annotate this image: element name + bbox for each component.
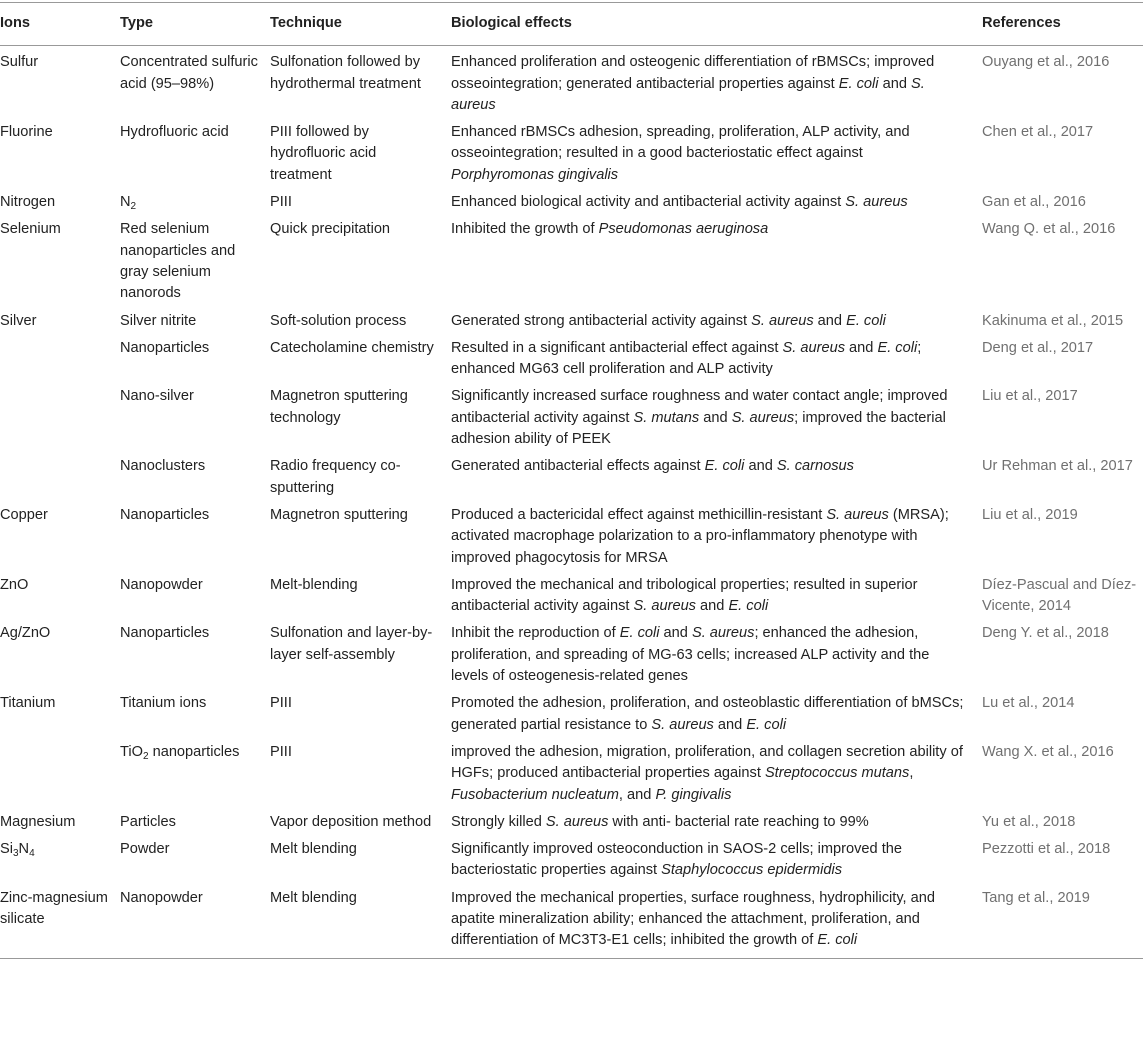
subscript: 4 (29, 848, 35, 860)
text-run: Generated antibacterial effects against (451, 458, 705, 475)
cell-ion: Zinc-magnesium silicate (0, 885, 116, 958)
cell-reference: Pezzotti et al., 2018 (982, 841, 1111, 858)
cell-biological-effect (447, 453, 978, 502)
cell-ion (0, 739, 116, 809)
cell-type: Nanopowder (116, 885, 266, 958)
text-run: , and (618, 786, 656, 803)
cell-technique: Quick precipitation (270, 221, 391, 238)
cell-reference: Kakinuma et al., 2015 (982, 312, 1124, 329)
cell-technique: Catecholamine chemistry (270, 339, 434, 356)
species-name: E. coli (877, 339, 918, 356)
table-row (0, 453, 1143, 502)
cell-ion: Copper (0, 506, 48, 523)
cell-type: Silver nitrite (120, 312, 197, 329)
cell-biological-effect (447, 335, 978, 384)
text-run: Significantly improved osteoconduction in SAOS-2 cells; improved the bacteriostatic properties against (451, 841, 903, 879)
cell-biological-effect (447, 216, 978, 307)
species-name: Staphylococcus epidermidis (661, 862, 842, 879)
text-run: TiO (120, 743, 143, 760)
text-run: ; enhanced MG63 cell proliferation and ALP activity (451, 339, 922, 378)
text-run: Resulted in a significant antibacterial effect against (451, 339, 783, 356)
cell-biological-effect (447, 119, 978, 189)
text-run: Enhanced biological activity and antibacterial activity against (451, 194, 846, 211)
species-name: S. aureus (845, 194, 908, 211)
text-run: N (18, 841, 30, 858)
subscript: 2 (142, 750, 149, 762)
text-run: Generated strong antibacterial activity against (451, 312, 752, 329)
species-name: S. aureus (731, 409, 795, 426)
cell-ion (0, 383, 116, 453)
cell-technique: Magnetron sputtering technology (270, 388, 408, 426)
species-name: E. coli (728, 598, 769, 615)
species-name: S. aureus (691, 625, 755, 642)
cell-technique: Magnetron sputtering (270, 506, 408, 523)
text-run: and (744, 458, 777, 475)
cell-ion (0, 335, 116, 384)
text-run: Strongly killed (451, 813, 546, 830)
species-name: E. coli (817, 932, 858, 949)
text-run: , (909, 765, 914, 782)
cell-ion (0, 836, 116, 885)
text-run: and (695, 598, 729, 615)
cell-type: Nanoparticles (120, 625, 210, 642)
cell-reference: Yu et al., 2018 (982, 813, 1076, 830)
species-name: S. aureus (633, 598, 696, 615)
text-run: Promoted the adhesion, proliferation, and osteoblastic differentiation of bMSCs; generated partial resistance to (451, 695, 964, 733)
cell-ion: Nitrogen (0, 194, 56, 211)
text-run: and (813, 312, 847, 329)
table-row (0, 836, 1143, 885)
cell-reference: Chen et al., 2017 (982, 124, 1094, 141)
text-run: and (845, 339, 878, 356)
text-run: with anti- bacterial rate reaching to 99% (608, 813, 869, 830)
header-biological-effects: Biological effects (447, 3, 978, 46)
text-run: Enhanced proliferation and osteogenic differentiation of rBMSCs; improved osseointegration; generated antibacterial properties against (451, 54, 935, 92)
cell-ion: Titanium (0, 695, 56, 712)
cell-biological-effect (447, 885, 978, 958)
table-row (0, 216, 1143, 307)
cell-reference: Lu et al., 2014 (982, 695, 1075, 712)
table-row (0, 885, 1143, 958)
species-name: Streptococcus mutans (764, 765, 910, 782)
table-body (0, 46, 1143, 958)
cell-ion: Magnesium (0, 813, 76, 830)
cell-ion: Silver (0, 312, 37, 329)
text-run: Produced a bactericidal effect against methicillin-resistant (451, 506, 827, 523)
text-run: and (699, 409, 732, 426)
cell-type: Nanopowder (120, 576, 203, 593)
text-run: ; improved the bacterial adhesion ability of PEEK (451, 409, 946, 448)
cell-type: Concentrated sulfuric acid (95–98%) (120, 54, 258, 92)
cell-biological-effect (447, 572, 978, 621)
table-row (0, 502, 1143, 572)
cell-reference: Gan et al., 2016 (982, 194, 1086, 211)
species-name: Fusobacterium nucleatum (451, 786, 619, 803)
cell-type: Titanium ions (120, 695, 207, 712)
species-name: E. coli (619, 625, 660, 642)
cell-technique: PIII (270, 695, 292, 712)
subscript: 3 (12, 848, 19, 860)
header-technique: Technique (266, 3, 447, 46)
cell-type: Red selenium nanoparticles and gray selenium nanorods (120, 221, 236, 302)
species-name: S. carnosus (776, 458, 854, 475)
cell-ion: ZnO (0, 576, 29, 593)
reference-text: Díez-Pascual and Díez-Vicente, 2014 (982, 576, 1137, 615)
cell-reference: Deng Y. et al., 2018 (982, 625, 1109, 642)
cell-reference: Liu et al., 2019 (982, 506, 1078, 523)
cell-type (116, 189, 266, 216)
cell-type: Nanoparticles (120, 339, 210, 356)
cell-type: Hydrofluoric acid (120, 124, 229, 141)
species-name: S. aureus (782, 339, 845, 356)
cell-reference: Tang et al., 2019 (978, 885, 1143, 958)
species-name: S. mutans (633, 409, 700, 426)
cell-reference: Wang X. et al., 2016 (982, 743, 1114, 760)
cell-reference: Liu et al., 2017 (982, 388, 1078, 405)
species-name: S. aureus (751, 312, 814, 329)
cell-biological-effect (447, 189, 978, 216)
text-run: Significantly increased surface roughness and water contact angle; improved antibacterial activity against (451, 388, 948, 426)
table-header (0, 3, 1143, 46)
cell-technique: Radio frequency co-sputtering (270, 458, 401, 496)
species-name: S. aureus (651, 716, 714, 733)
species-name: E. coli (704, 458, 745, 475)
species-name: Porphyromonas gingivalis (451, 166, 619, 183)
cell-biological-effect (447, 46, 978, 119)
text-run: and (878, 75, 912, 92)
cell-technique: Soft-solution process (270, 312, 407, 329)
text-run: Inhibit the reproduction of (451, 625, 620, 642)
table-row (0, 189, 1143, 216)
text-run: Improved the mechanical and tribological properties; resulted in superior antibacterial activity against (451, 576, 918, 615)
text-run: improved the adhesion, migration, proliferation, and collagen secretion ability of HGFs; produced antibacterial properties against (451, 743, 963, 782)
cell-biological-effect (447, 809, 978, 836)
table-row (0, 46, 1143, 119)
text-run: Si (0, 841, 13, 858)
species-name: E. coli (838, 75, 879, 92)
cell-ion: Ag/ZnO (0, 625, 51, 642)
cell-technique: Melt blending (270, 841, 357, 858)
header-references: References (978, 3, 1143, 46)
cell-biological-effect (447, 308, 978, 335)
table-row (0, 809, 1143, 836)
text-run: Inhibited the growth of (451, 221, 599, 238)
cell-reference: Wang Q. et al., 2016 (982, 221, 1116, 238)
cell-technique: Melt blending (266, 885, 447, 958)
cell-type: Powder (120, 841, 170, 858)
cell-ion: Selenium (0, 221, 61, 238)
table-row (0, 335, 1143, 384)
species-name: E. coli (746, 716, 787, 733)
header-type: Type (116, 3, 266, 46)
species-name: S. aureus (826, 506, 889, 523)
cell-biological-effect (447, 690, 978, 739)
text-run: (MRSA); activated macrophage polarization to a pro-inflammatory phenotype with improved phagocytosis for MRSA (451, 506, 949, 566)
cell-type: Nanoclusters (120, 458, 206, 475)
table-row (0, 620, 1143, 690)
cell-reference: Deng et al., 2017 (982, 339, 1094, 356)
table-row (0, 119, 1143, 189)
cell-biological-effect (447, 620, 978, 690)
subscript: 2 (130, 201, 137, 213)
cell-biological-effect (447, 836, 978, 885)
header-row (0, 3, 1143, 46)
cell-technique: Sulfonation and layer-by-layer self-assembly (270, 625, 433, 663)
cell-technique: Melt-blending (270, 576, 358, 593)
species-name: S. aureus (451, 75, 925, 113)
table-row (0, 383, 1143, 453)
cell-type: Nanoparticles (120, 506, 210, 523)
text-run: and (659, 625, 692, 642)
cell-type: Particles (120, 813, 176, 830)
text-run: ; enhanced the adhesion, proliferation, and spreading of MG-63 cells; increased ALP activity and the levels of osteogenesis-related genes (451, 625, 930, 685)
text-run: Enhanced rBMSCs adhesion, spreading, proliferation, ALP activity, and osseointegration; resulted in a good bacteriostatic effect against (451, 124, 910, 162)
header-ions: Ions (0, 3, 116, 46)
cell-reference (978, 572, 1143, 621)
cell-biological-effect (447, 383, 978, 453)
table-row (0, 739, 1143, 809)
species-name: S. aureus (545, 813, 609, 830)
cell-ion (0, 453, 116, 502)
cell-biological-effect (447, 502, 978, 572)
cell-type: Nano-silver (120, 388, 194, 405)
cell-type (116, 739, 266, 809)
table-row (0, 572, 1143, 621)
species-name: E. coli (846, 312, 886, 329)
cell-technique: PIII followed by hydrofluoric acid treatment (270, 124, 377, 183)
cell-reference: Ouyang et al., 2016 (982, 54, 1110, 71)
table-row (0, 308, 1143, 335)
cell-biological-effect (447, 739, 978, 809)
cell-technique: Vapor deposition method (270, 813, 432, 830)
ion-incorporation-table (0, 2, 1143, 959)
text-run: and (713, 716, 747, 733)
cell-ion: Sulfur (0, 54, 39, 71)
text-run: Improved the mechanical properties, surface roughness, hydrophilicity, and apatite mineralization ability; enhanced the attachment, proliferation, and differentiation of MC3T3-E1 cells; inhibited the growth of (451, 889, 936, 949)
text-run: nanoparticles (148, 743, 240, 760)
species-name: Pseudomonas aeruginosa (598, 221, 769, 238)
cell-ion: Fluorine (0, 124, 53, 141)
cell-technique: PIII (270, 743, 292, 760)
table-row (0, 690, 1143, 739)
cell-technique: Sulfonation followed by hydrothermal treatment (270, 54, 421, 92)
cell-reference: Ur Rehman et al., 2017 (982, 458, 1133, 475)
cell-technique: PIII (270, 194, 292, 211)
text-run: N (120, 194, 131, 211)
species-name: P. gingivalis (655, 786, 732, 803)
